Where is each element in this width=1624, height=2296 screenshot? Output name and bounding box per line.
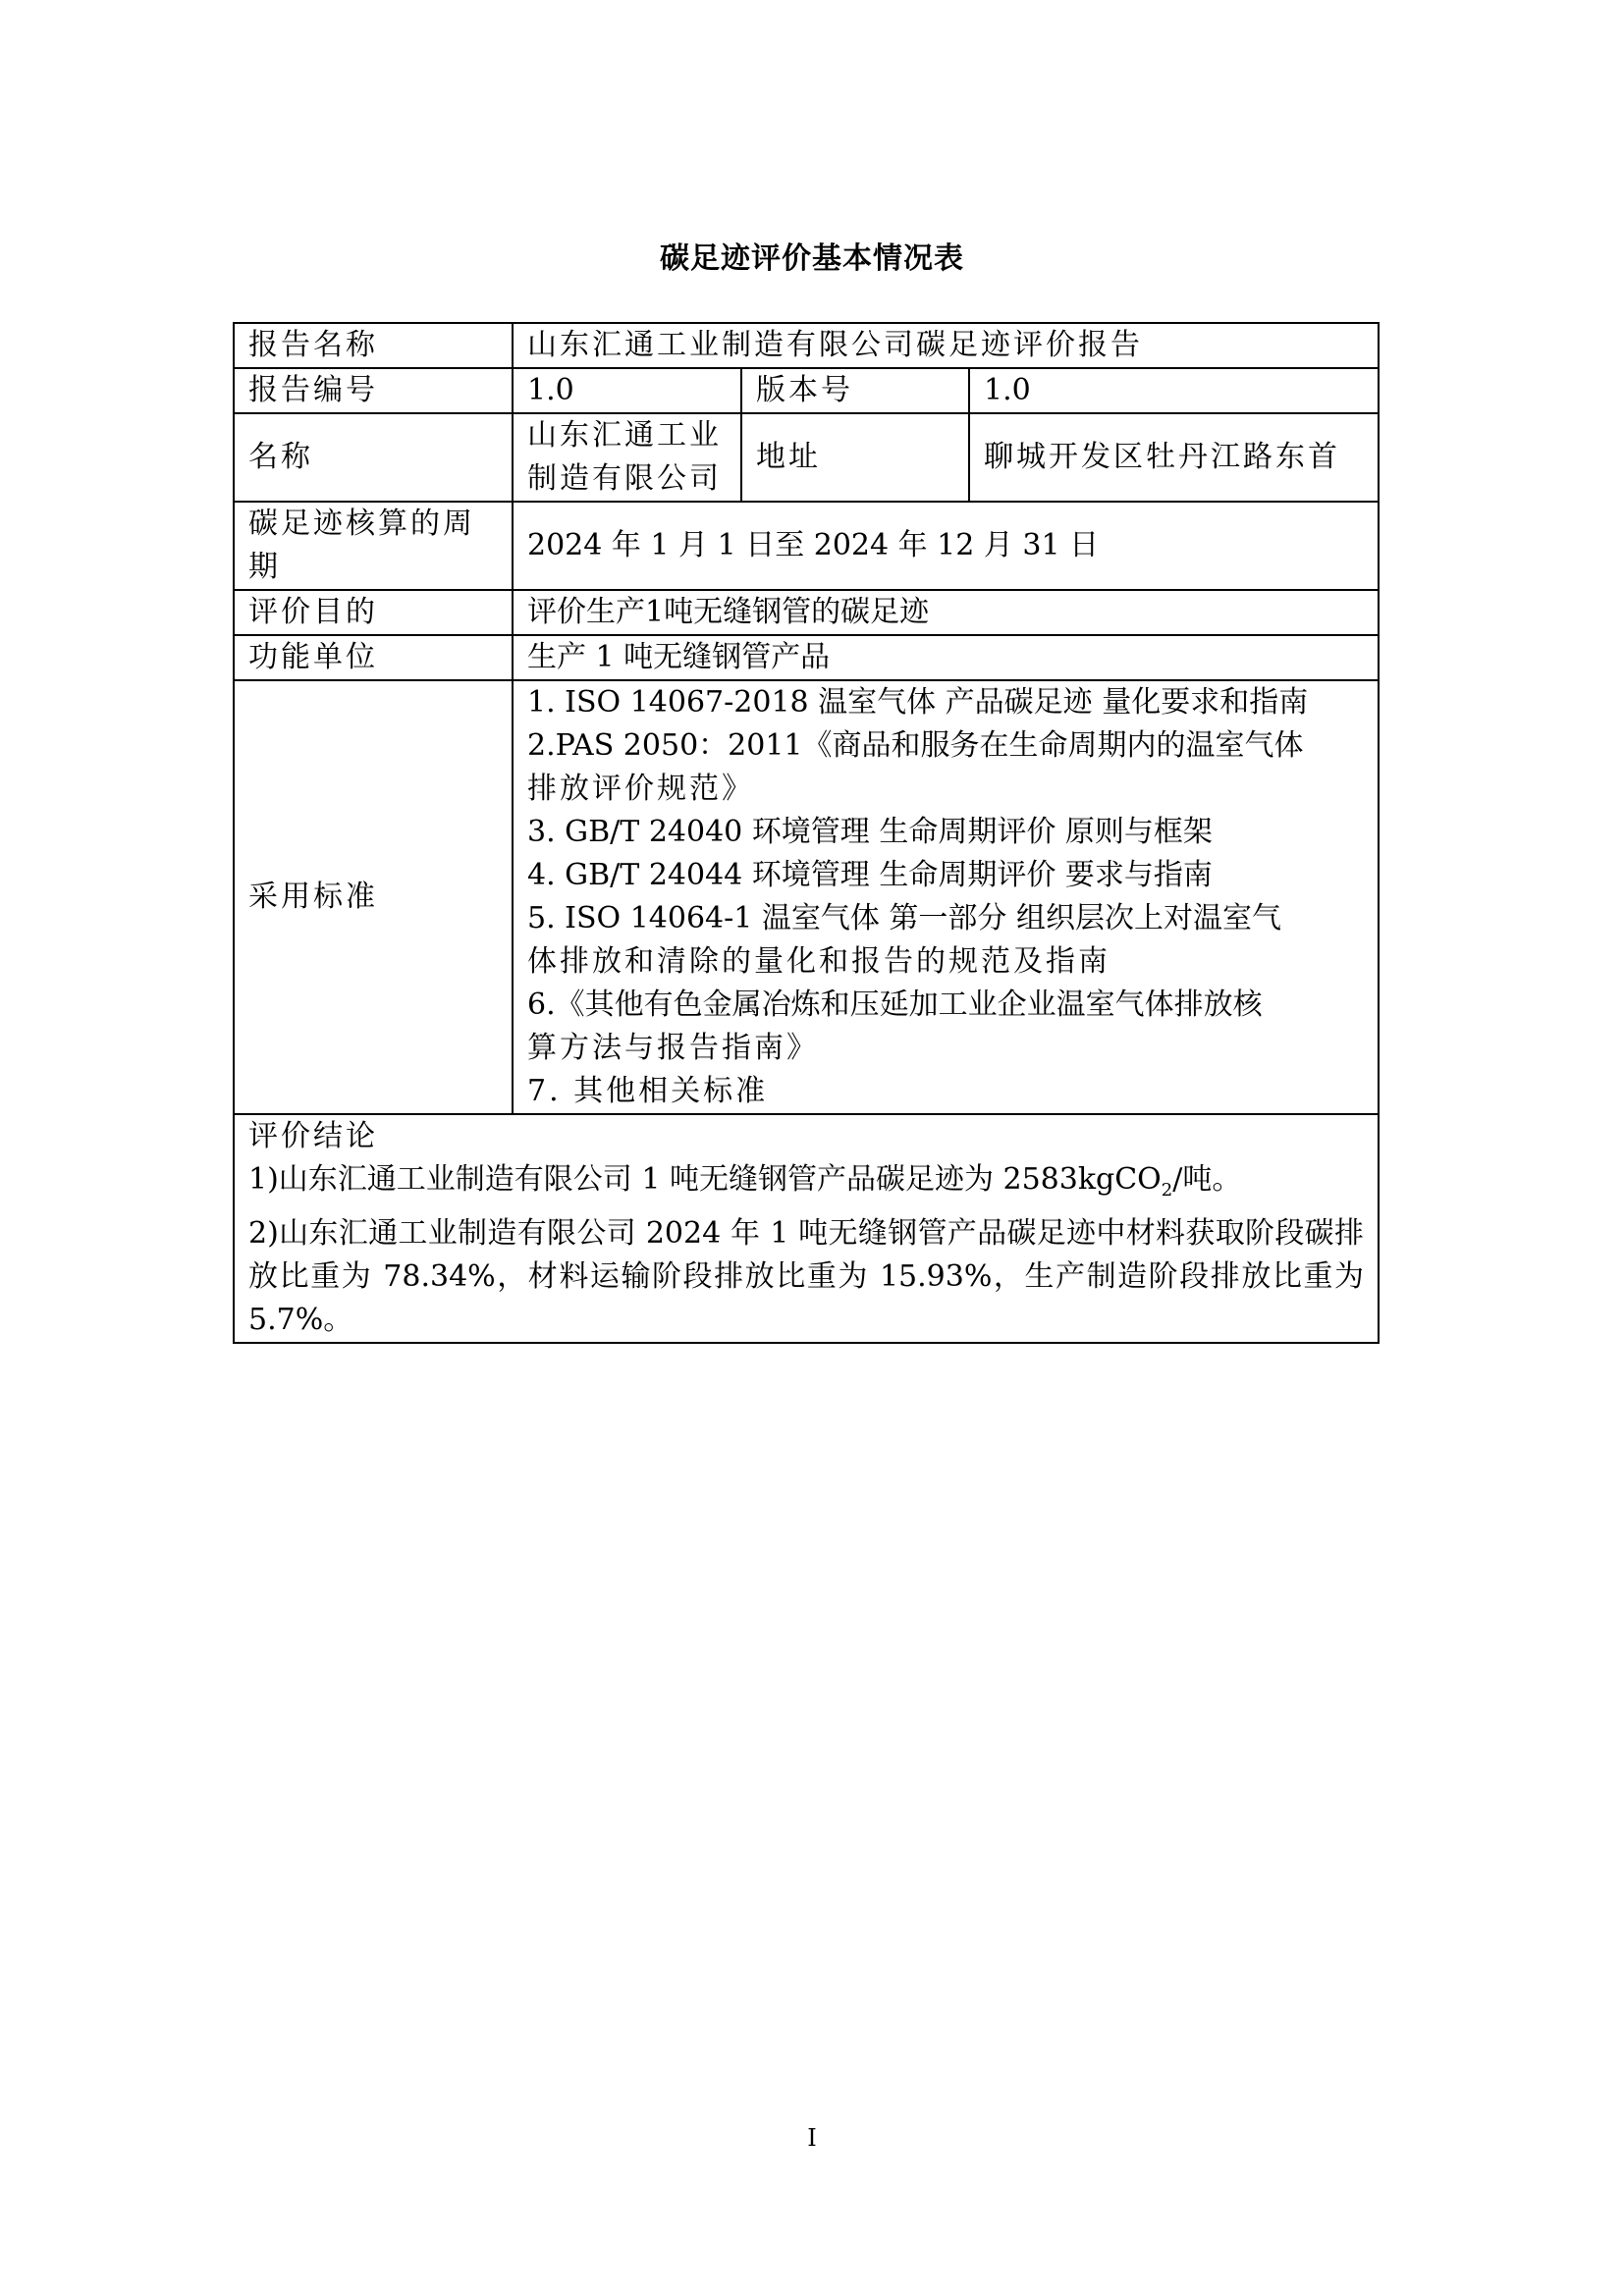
row-purpose xyxy=(234,590,1379,635)
row-standards xyxy=(234,680,1379,1114)
value-report-name: 山东汇通工业制造有限公司碳足迹评价报告 xyxy=(513,323,1379,368)
row-report-name xyxy=(234,323,1379,368)
label-purpose: 评价目的 xyxy=(234,590,513,635)
label-name: 名称 xyxy=(234,413,513,502)
standard-line: 2.PAS 2050：2011《商品和服务在生命周期内的温室气体 xyxy=(527,728,1304,763)
standard-line: 6.《其他有色金属冶炼和压延加工业企业温室气体排放核 xyxy=(527,988,1263,1022)
value-report-no: 1.0 xyxy=(513,368,741,413)
value-name-line2: 制造有限公司 xyxy=(527,461,722,496)
row-conclusion xyxy=(234,1114,1379,1343)
value-functional-unit: 生产 1 吨无缝钢管产品 xyxy=(513,635,1379,680)
row-report-no xyxy=(234,368,1379,413)
standard-line: 4. GB/T 24044 环境管理 生命周期评价 要求与指南 xyxy=(527,858,1213,892)
standard-line: 3. GB/T 24040 环境管理 生命周期评价 原则与框架 xyxy=(527,815,1213,849)
conclusion-heading: 评价结论 xyxy=(248,1119,378,1153)
value-version: 1.0 xyxy=(969,368,1379,413)
value-period: 2024 年 1 月 1 日至 2024 年 12 月 31 日 xyxy=(513,502,1379,590)
co2-subscript: 2 xyxy=(1161,1180,1173,1201)
row-period xyxy=(234,502,1379,590)
conclusion-item-1 xyxy=(248,1158,1364,1212)
label-standards: 采用标准 xyxy=(234,680,513,1114)
conclusion-cell xyxy=(234,1114,1379,1343)
info-table xyxy=(233,322,1380,1344)
document-title: 碳足迹评价基本情况表 xyxy=(660,241,964,276)
value-name-line1: 山东汇通工业 xyxy=(527,418,722,453)
page-number: I xyxy=(807,2124,817,2152)
standard-line: 算方法与报告指南》 xyxy=(527,1031,819,1065)
row-name xyxy=(234,413,1379,502)
value-standards xyxy=(513,680,1379,1114)
standard-line: 体排放和清除的量化和报告的规范及指南 xyxy=(527,944,1110,979)
label-report-no: 报告编号 xyxy=(234,368,513,413)
label-address: 地址 xyxy=(741,413,969,502)
label-period xyxy=(234,502,513,590)
row-functional-unit xyxy=(234,635,1379,680)
conclusion-item-1-unit: /吨。 xyxy=(1172,1162,1242,1197)
label-version: 版本号 xyxy=(741,368,969,413)
label-report-name: 报告名称 xyxy=(234,323,513,368)
value-address: 聊城开发区牡丹江路东首 xyxy=(969,413,1379,502)
value-name xyxy=(513,413,741,502)
standard-line: 排放评价规范》 xyxy=(527,772,754,806)
conclusion-item-2: 2)山东汇通工业制造有限公司 2024 年 1 吨无缝钢管产品碳足迹中材料获取阶段碳排放比重为 78.34%，材料运输阶段排放比重为 15.93%，生产制造阶段排放比重为 5.7%。 xyxy=(248,1216,1364,1337)
value-purpose: 评价生产1吨无缝钢管的碳足迹 xyxy=(513,590,1379,635)
standard-line: 1. ISO 14067-2018 温室气体 产品碳足迹 量化要求和指南 xyxy=(527,685,1309,720)
standard-line: 5. ISO 14064-1 温室气体 第一部分 组织层次上对温室气 xyxy=(527,901,1281,935)
label-period-line1: 碳足迹核算的周 xyxy=(248,507,475,541)
conclusion-item-1-text: 1)山东汇通工业制造有限公司 1 吨无缝钢管产品碳足迹为 2583kgCO xyxy=(248,1162,1162,1197)
standard-line: 7. 其他相关标准 xyxy=(527,1074,769,1108)
label-period-line2: 期 xyxy=(248,550,281,584)
label-functional-unit: 功能单位 xyxy=(234,635,513,680)
